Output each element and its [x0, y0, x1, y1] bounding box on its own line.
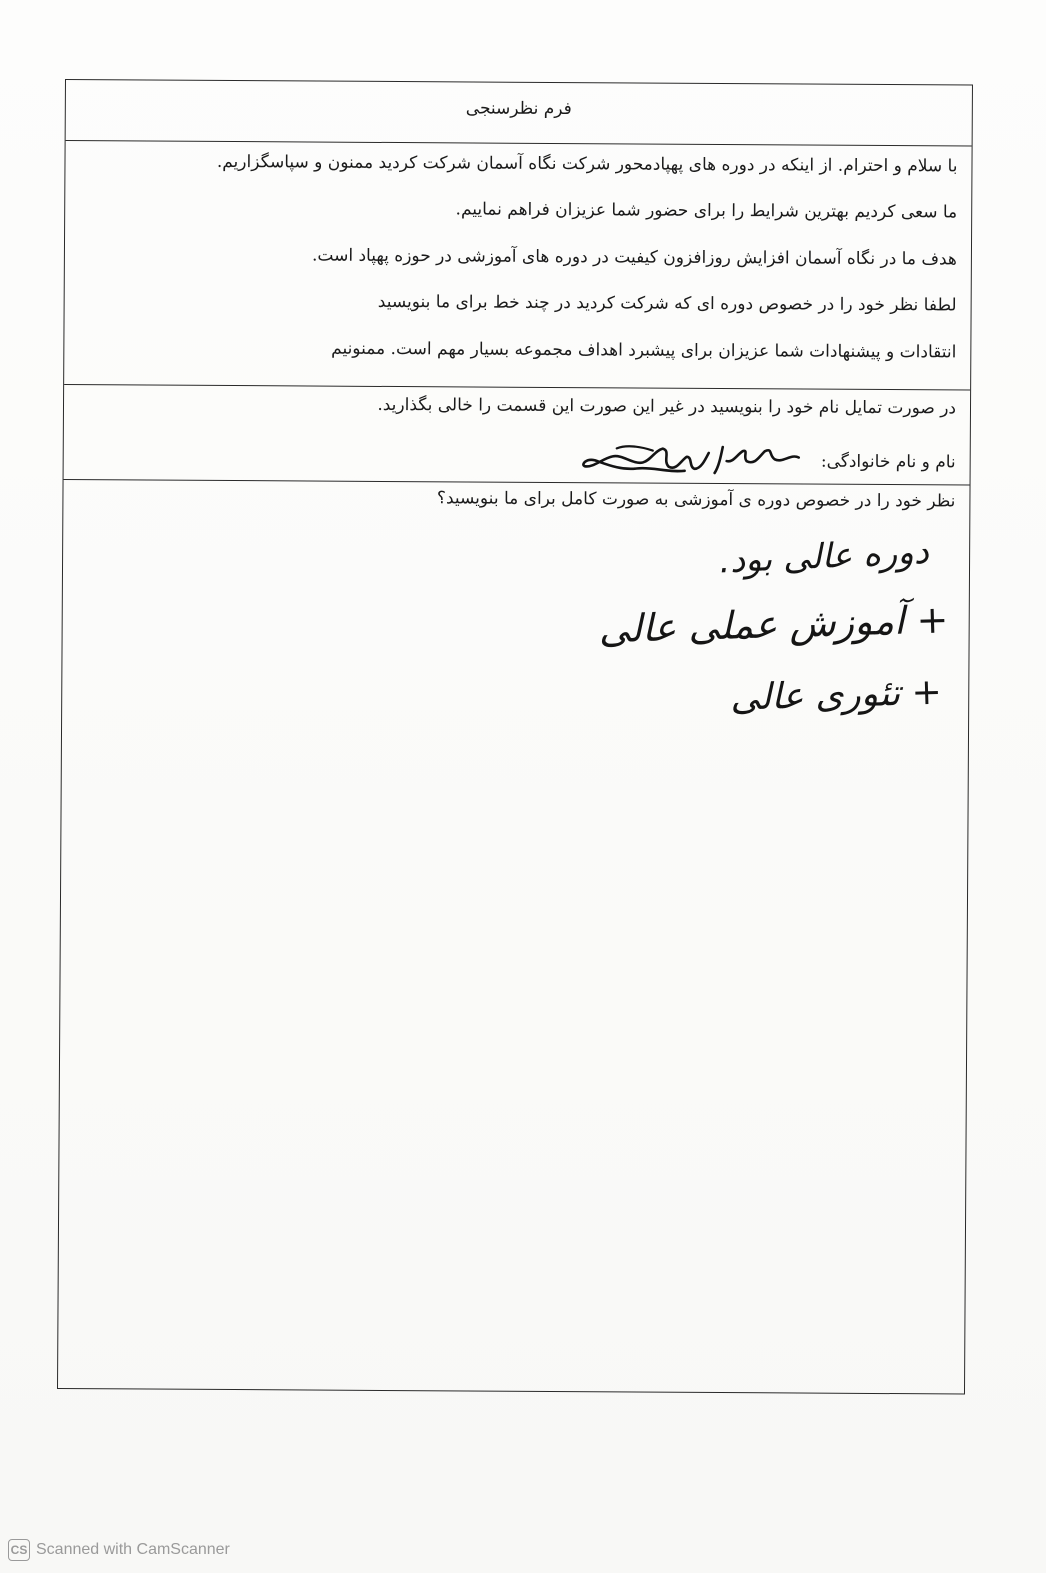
form-title-row [66, 80, 972, 147]
intro-line: ما سعی کردیم بهترین شرایط را برای حضور شما عزیزان فراهم نماییم. [455, 199, 958, 223]
scanner-watermark [8, 1539, 230, 1561]
handwritten-answer-line: + آموزش عملی عالی [598, 597, 950, 652]
handwritten-answer-line: دوره عالی بود. [718, 531, 930, 582]
opinion-question: نظر خود را در خصوص دوره ی آموزشی به صورت کامل برای ما بنویسید؟ [436, 488, 956, 512]
name-field-row [577, 438, 956, 484]
intro-section [64, 141, 971, 391]
intro-line: لطفا نظر خود را در خصوص دوره ای که شرکت کردید در چند خط برای ما بنویسید [377, 291, 957, 316]
name-section [64, 385, 971, 486]
name-instruction: در صورت تمایل نام خود را بنویسید در غیر این صورت این قسمت را خالی بگذارید. [377, 394, 957, 419]
name-label: نام و نام خانوادگی: [820, 451, 956, 473]
camscanner-logo-icon: CS [8, 1539, 30, 1561]
handwritten-signature [577, 438, 807, 483]
watermark-text: Scanned with CamScanner [36, 1541, 230, 1558]
handwritten-answer-line: + تئوری عالی [730, 671, 943, 719]
intro-line: با سلام و احترام. از اینکه در دوره های پهپادمحور شرکت نگاه آسمان شرکت کردید ممنون و سپاسگزاریم. [216, 151, 958, 177]
opinion-section [58, 480, 970, 1394]
survey-form [57, 79, 973, 1395]
intro-line: انتقادات و پیشنهادات شما عزیزان برای پیشبرد اهداف مجموعه بسیار مهم است. ممنونیم [331, 338, 957, 363]
form-title: فرم نظرسنجی [465, 98, 572, 120]
intro-line: هدف ما در نگاه آسمان افزایش روزافزون کیفیت در دوره های آموزشی در حوزه پهپاد است. [311, 245, 957, 270]
